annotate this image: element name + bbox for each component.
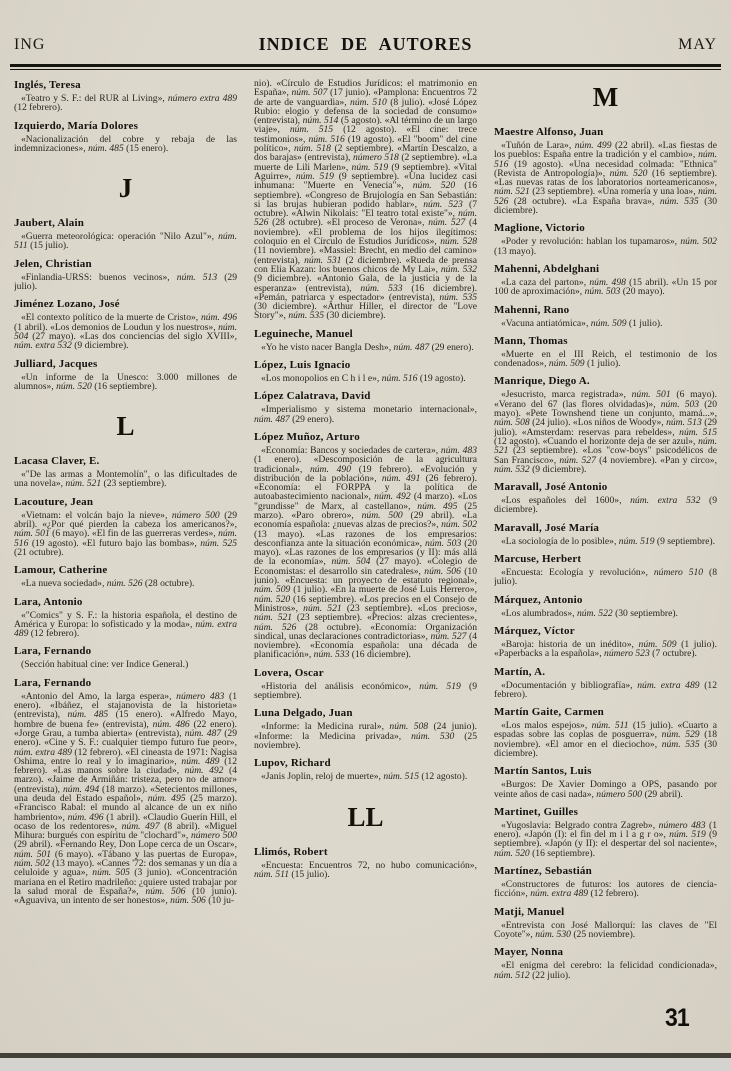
author-name: Marcuse, Herbert <box>494 553 582 566</box>
author-entry <box>254 390 477 424</box>
entry-works: «Antonio del Amo, la larga espera», número 483 (1 enero). «Ibáñez, el stajanovista de la historieta» (entrevista), núm. 485 (15 enero). «Alfredo Mayo, hombre de buena fe» (entrevista), núm. 486 (22 enero). «Jorge Grau, a tumba abierta» (entrevista), núm. 487 (29 enero). «Cine y S. F.: cualquier tiempo futuro fue peor», núm. extra 489 (12 febrero). «El cineasta de 1971: Nagisa Oshima, entre lo real y lo imaginario», núm. 489 (12 febrero). «Las manos sobre la ciudad», núm. 492 (4 marzo). «Jaime de Armiñán: tristeza, pero no de amor» (entrevista), núm. 494 (18 marzo). «Setecientos millones, una deuda del Estado español», núm. 495 (25 marzo). «Francisco Rabal: el mundo al alcance de un ex niño hambriento», núm. 496 (1 abril). «Claudio Guerín Hill, el ocaso de los redentores», núm. 497 (8 abril). «Miguel Mihura: burgués con espíritu de "clochard"», número 500 (29 abril). «Fernando Rey, Don Lope cerca de un Oscar», núm. 501 (6 mayo). «Tábano y las puertas de Europa», núm. 502 (13 mayo). «Cannes '72: dos semanas y un día a celuloide y agua», núm. 505 (3 junio). «Concentración mariana en el Retiro madrileño: ¿quiere usted trabajar por la salud moral de España?», núm. 506 (10 junio). «Aguaviva, un intento de ser honestos», núm. 506 (10 ju- <box>14 690 237 907</box>
author-entry <box>494 126 717 215</box>
entry-works: «Historia del análisis económico», núm. 519 (9 septiembre). <box>254 680 477 702</box>
entry-works: «Vietnam: el volcán bajo la nieve», número 500 (29 abril). «¿Por qué pierden la cabeza los americanos?», núm. 501 (6 mayo). «El fin de las guerreras verdes», núm. 516 (19 agosto). «El futuro bajo las bombas», núm. 525 (21 octubre). <box>14 509 237 558</box>
author-entry <box>254 757 477 781</box>
entry-works: «Los alumbrados», núm. 522 (30 septiembre). <box>501 607 678 619</box>
author-name: Lovera, Oscar <box>254 666 324 679</box>
section-letter: J <box>118 173 133 204</box>
author-entry <box>494 522 717 546</box>
author-entry <box>494 553 717 587</box>
entry-works: «Yugoslavia: Belgrado contra Zagreb», número 483 (1 enero). «Japón (I): el fin del m i l a g r o», núm. 519 (9 septiembre). «Japón (y II): el despertar del sol naciente», núm. 520 (16 septiembre). <box>494 819 717 859</box>
author-name: López, Luis Ignacio <box>254 359 351 372</box>
entry-works: «Los monopolios en C h i l e», núm. 516 (19 agosto). <box>261 373 466 385</box>
page-title: INDICE DE AUTORES <box>258 34 473 54</box>
author-entry <box>494 946 717 980</box>
entry-works: «La nueva sociedad», núm. 526 (28 octubre). <box>21 578 195 590</box>
entry-works: «Guerra meteorológica: operación "Nilo Azul"», núm. 511 (15 julio). <box>14 231 237 252</box>
author-name: López Muñoz, Arturo <box>254 430 360 443</box>
entry-works: «Tuñón de Lara», núm. 499 (22 abril). «Las fiestas de los pueblos: España entre la tradición y el cambio», núm. 516 (19 agosto). «Una necesidad colmada: "Ethnica" (Revista de Antropología)», núm. 520 (16 septiembre). «Las nuevas ratas de los laboratorios norteamericanos», núm. 521 (23 septiembre). «Una romería y una loa», núm. 526 (28 octubre). «La España brava», núm. 535 (30 diciembre). <box>494 140 717 217</box>
header-rule <box>10 64 721 70</box>
author-entry <box>494 481 717 515</box>
entry-works: «Entrevista con José Mallorquí: las claves de "El Coyote"», núm. 530 (25 noviembre). <box>494 919 717 940</box>
author-entry <box>254 707 477 750</box>
author-entry <box>494 304 717 328</box>
author-name: Martínez, Sebastián <box>494 865 592 878</box>
author-name: Lara, Fernando <box>14 645 92 658</box>
entry-works: «Muerte en el III Reich, el testimonio de los condenados», núm. 509 (1 julio). <box>494 348 717 370</box>
author-name: Martín Gaite, Carmen <box>494 706 604 719</box>
author-entry <box>14 496 237 557</box>
author-name: Izquierdo, María Dolores <box>14 119 139 132</box>
author-name: Jelen, Christian <box>14 257 92 270</box>
author-entry <box>494 625 717 659</box>
author-name: Maglione, Victorio <box>494 222 585 235</box>
author-entry <box>494 263 717 297</box>
author-entry <box>14 120 237 154</box>
entry-works: «Janis Joplin, reloj de muerte», núm. 515 (12 agosto). <box>261 771 468 783</box>
header-left-marker: ING <box>14 36 46 53</box>
section-letter: LL <box>347 801 384 832</box>
author-name: Márquez, Víctor <box>494 624 575 637</box>
author-name: Matji, Manuel <box>494 905 565 918</box>
author-name: Martín, A. <box>494 665 546 678</box>
entry-works: «Yo he visto nacer Bangla Desh», núm. 487 (29 enero). <box>261 341 474 353</box>
header-rule-thick <box>10 64 721 67</box>
entry-works: «Los españoles del 1600», núm. extra 532 (9 diciembre). <box>494 495 717 516</box>
author-name: Mann, Thomas <box>494 334 568 347</box>
author-entry <box>494 594 717 618</box>
author-name: Lara, Antonio <box>14 595 83 608</box>
author-name: Martinet, Guilles <box>494 805 579 818</box>
author-entry <box>254 359 477 383</box>
author-entry <box>494 765 717 799</box>
author-name: Maestre Alfonso, Juan <box>494 126 604 138</box>
header-rule-thin <box>10 69 721 70</box>
author-entry <box>14 217 237 251</box>
author-name: Maravall, José María <box>494 521 600 534</box>
entry-works: «"De las armas a Montemolín", o las dificultades de una novela», núm. 521 (23 septiembre). <box>14 469 237 490</box>
index-column <box>494 79 717 1025</box>
author-entry <box>494 375 717 474</box>
author-name: Lacasa Claver, E. <box>14 455 100 468</box>
entry-works: «Los malos espejos», núm. 511 (15 julio). «Cuarto a espadas sobre las coplas de posguerra», núm. 529 (18 noviembre). «El amor en el dieciocho», núm. 535 (30 diciembre). <box>494 720 717 759</box>
entry-works: «Economía: Bancos y sociedades de cartera», núm. 483 (1 enero). «Descomposición de la agricultura tradicional», núm. 490 (19 febrero). «Evolución y distribución de la población», núm. 491 (26 febrero). «Economía: el FORPPA y la política de autoabastecimiento nacional», núm. 492 (4 marzo). «Los "grundisse" de Marx, al castellano», núm. 495 (25 marzo). «Paro obrero», núm. 500 (29 abril). «La economía española: ¿nuevas alzas de precios?», núm. 502 (13 mayo). «Las razones de los empresarios: desconfianza ante la situación económica», núm. 503 (20 mayo). «Las razones de los empresarios (y II): más allá de la economía», núm. 504 (27 mayo). «Colegio de Economistas: el desarrollo sin catedrales», núm. 506 (10 junio). «Encuesta: un proyecto de estatuto regional», núm. 509 (1 julio). «En la muerte de José Luis Herrero», núm. 520 (16 septiembre). «Los precios en el Consejo de Ministros», núm. 521 (23 septiembre). «Los precios», núm. 521 (23 septiembre). «Precios: alzas crecientes», núm. 526 (28 octubre). «Economía: Organización sindical, unas declaraciones contradictorias», núm. 527 (4 noviembre). «Economía española: una década de planificación», núm. 533 (16 diciembre). <box>254 444 477 661</box>
author-entry <box>494 906 717 940</box>
author-name: Julliard, Jacques <box>14 357 98 370</box>
entry-works: (Sección habitual cine: ver Indice General.) <box>21 659 189 671</box>
author-name: Márquez, Antonio <box>494 593 583 606</box>
entry-works: «Baroja: historia de un inédito», núm. 509 (1 julio). «Paperbacks a la española», número 523 (7 octubre). <box>494 638 717 660</box>
author-name: Manrique, Diego A. <box>494 375 590 388</box>
author-entry <box>14 596 237 639</box>
section-letter: M <box>592 82 619 112</box>
author-entry <box>14 645 237 669</box>
author-entry <box>494 806 717 858</box>
entry-works: «Constructores de futuros: los autores de ciencia-ficción», núm. extra 489 (12 febrero). <box>494 879 717 900</box>
entry-works: «La sociología de lo posible», núm. 519 (9 septiembre). <box>501 535 715 547</box>
author-name: Lara, Fernando <box>14 676 92 689</box>
author-name: Jaubert, Alain <box>14 217 85 230</box>
index-column <box>14 79 237 1025</box>
author-name: Lamour, Catherine <box>14 564 108 577</box>
author-entry <box>14 358 237 392</box>
entry-works: «El enigma del cerebro: la felicidad condicionada», núm. 512 (22 julio). <box>494 960 717 981</box>
entry-works: «Un informe de la Unesco: 3.000 millones de alumnos», núm. 520 (16 septiembre). <box>14 371 237 392</box>
author-entry <box>254 667 477 701</box>
author-entry <box>14 298 237 350</box>
author-name: Lacouture, Jean <box>14 495 94 508</box>
author-entry <box>494 706 717 758</box>
entry-works: «"Comics" y S. F.: la historia española, el destino de América y Europa: lo sofisticado y la moda», núm. extra 489 (12 febrero). <box>14 609 237 640</box>
entry-works: nio). «Círculo de Estudios Jurídicos: el matrimonio en España», núm. 507 (17 junio). «Pamplona: Encuentros 72 de arte de vanguardia», núm. 510 (8 julio). «José López Rubio: elogio y defensa de la sociedad de consumo» (entrevista), núm. 514 (5 agosto). «Al término de un largo viaje», núm. 515 (12 agosto). «El cine: trece testimonios», núm. 516 (19 agosto). «El "boom" del cine político», núm. 518 (2 septiembre). «Martín Descalzo, a dos barajas» (entrevista), número 518 (2 septiembre). «La muerte de Lili Marlen», núm. 519 (9 septiembre). «Vital Aguirre», núm. 519 (9 septiembre). «Una lucidez casi inhumana: "Muerte en Venecia"», núm. 520 (16 septiembre). «Congreso de Brujología en San Sebastián: si las brujas hubieran podido hablar», núm. 523 (7 octubre). «Alwin Nikolais: "El teatro total existe"», núm. 526 (28 octubre). «El proceso de Verona», núm. 527 (4 noviembre). «El problema de los hijos ilegítimos: coloquio en el Círculo de Estudios Jurídicos», núm. 528 (11 noviembre). «Massiel: Brecht, en medio del camino» (entrevista), núm. 531 (2 diciembre). «Rueda de prensa con Elia Kazan: los buenos chicos de My Lai», núm. 532 (9 diciembre). «Antonio Gala, de la justicia y de la esperanza» (entrevista), núm. 533 (16 diciembre). «Pemán, patriarca y espectador» (entrevista), núm. 535 (30 diciembre). «Arthur Hiller, el director de "Love Story"», núm. 535 (30 diciembre). <box>254 79 477 322</box>
author-name: Inglés, Teresa <box>14 79 81 91</box>
index-columns <box>14 79 717 1025</box>
page-number: 31 <box>665 1004 689 1032</box>
entry-works: «El contexto político de la muerte de Cristo», núm. 496 (1 abril). «Los demonios de Loudun y los nuestros», núm. 504 (27 mayo). «Las dos conciencias del siglo XVIII», núm. extra 532 (9 diciembre). <box>14 312 237 352</box>
entry-works: «Burgos: De Xavier Domingo a OPS, pasando por veinte años de casi nada», número 500 (29 abril). <box>494 779 717 800</box>
author-entry <box>14 258 237 292</box>
author-name: Maravall, José Antonio <box>494 481 608 494</box>
author-entry <box>494 865 717 899</box>
author-entry <box>14 455 237 489</box>
author-entry <box>14 564 237 588</box>
author-name: Luna Delgado, Juan <box>254 707 353 720</box>
entry-works: «Encuesta: Encuentros 72, no hubo comunicación», núm. 511 (15 julio). <box>254 859 477 880</box>
entry-works: «Nacionalización del cobre y rebaja de las indemnizaciones», núm. 485 (15 enero). <box>14 133 237 154</box>
entry-works: «Jesucristo, marca registrada», núm. 501 (6 mayo). «Verano del 67 (las flores olvidadas)», núm. 503 (20 mayo). «Pete Townshend tiene un conjunto, mamá...», núm. 508 (24 julio). «Los niños de Woody», núm. 513 (29 julio). «Amsterdam: reservas para rebeldes», núm. 515 (12 agosto). «Cuando el horizonte deja de ser azul», núm. 521 (23 septiembre). «Los "cow-boys" psicodélicos de San Francisco», núm. 527 (4 noviembre). «Pan y circo», núm. 532 (9 diciembre). <box>494 389 717 475</box>
author-entry <box>494 666 717 700</box>
author-name: Mahenni, Rano <box>494 303 570 316</box>
entry-works: «La caza del parton», núm. 498 (15 abril). «Un 15 por 100 de aproximación», núm. 503 (20 mayo). <box>494 276 717 298</box>
entry-works: «Teatro y S. F.: del RUR al Living», número extra 489 (12 febrero). <box>14 93 237 114</box>
author-name: Lupov, Richard <box>254 757 331 770</box>
author-name: López Calatrava, David <box>254 390 371 403</box>
author-entry <box>254 846 477 880</box>
entry-works: «Vacuna antiatómica», núm. 509 (1 julio). <box>501 317 663 329</box>
entry-works: «Finlandia-URSS: buenos vecinos», núm. 513 (29 julio). <box>14 271 237 293</box>
entry-works: «Imperialismo y sistema monetario internacional», núm. 487 (29 enero). <box>254 404 477 425</box>
author-entry <box>494 222 717 256</box>
entry-works: «Poder y revolución: hablan los tupamaros», núm. 502 (13 mayo). <box>494 236 717 257</box>
author-name: Mayer, Nonna <box>494 946 564 959</box>
author-entry <box>254 431 477 660</box>
author-name: Llimós, Robert <box>254 845 328 858</box>
author-entry <box>254 328 477 352</box>
header-right-marker: MAY <box>678 36 717 53</box>
page-header <box>12 34 719 64</box>
author-name: Leguineche, Manuel <box>254 327 353 340</box>
author-entry <box>494 335 717 369</box>
index-column <box>254 79 477 1025</box>
author-name: Martín Santos, Luis <box>494 765 592 778</box>
entry-continuation <box>254 79 477 321</box>
entry-works: «Encuesta: Ecología y revolución», número 510 (8 julio). <box>494 567 717 588</box>
entry-works: «Documentación y bibliografía», núm. extra 489 (12 febrero). <box>494 679 717 700</box>
scan-background <box>0 1058 731 1071</box>
author-name: Mahenni, Abdelghani <box>494 262 600 275</box>
author-entry <box>14 677 237 906</box>
author-name: Jiménez Lozano, José <box>14 298 120 311</box>
section-letter: L <box>116 411 135 442</box>
author-entry <box>14 79 237 113</box>
entry-works: «Informe: la Medicina rural», núm. 508 (24 junio). «Informe: la Medicina privada», núm. 530 (25 noviembre). <box>254 721 477 751</box>
